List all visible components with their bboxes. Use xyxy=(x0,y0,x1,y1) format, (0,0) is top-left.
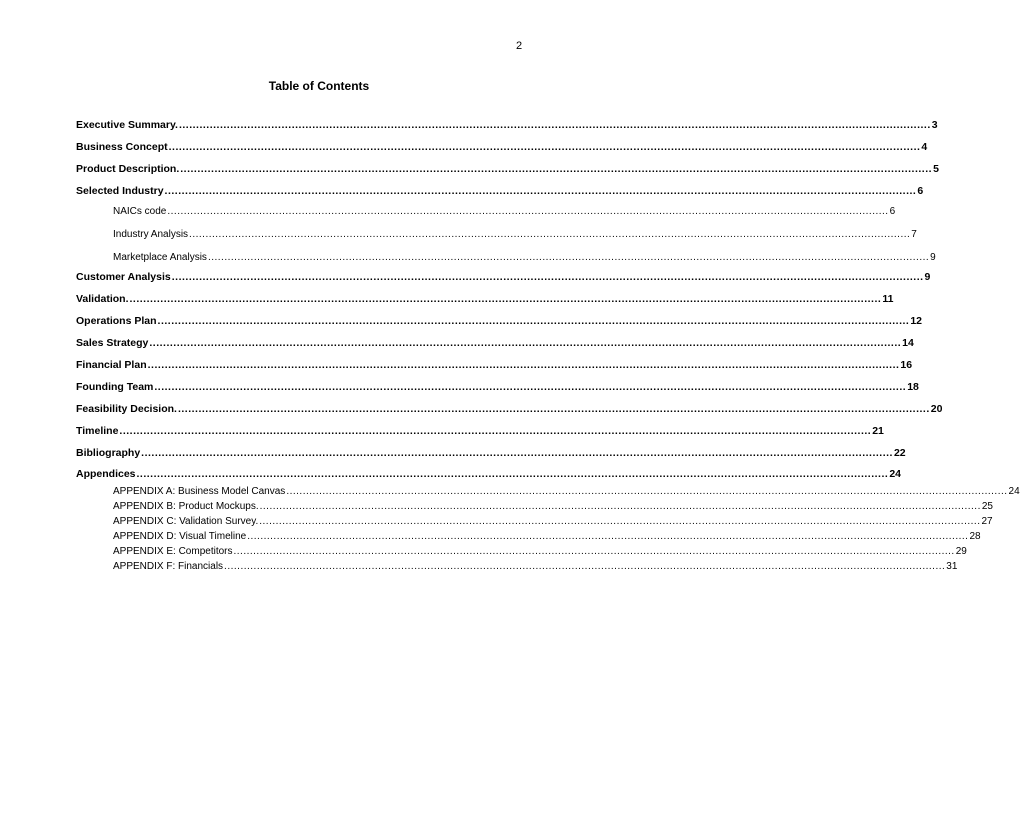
toc-entry[interactable] xyxy=(113,546,967,558)
toc-entry-page-number: 29 xyxy=(955,546,967,557)
toc-entry-title: Feasibility Decision. xyxy=(76,403,177,415)
dot-leader: ............................................................................................................................................................................................................................ xyxy=(178,119,931,131)
toc-title: Table of Contents xyxy=(268,79,370,93)
dot-leader: ............................................................................................................................................................................................................................ xyxy=(247,531,969,542)
dot-leader: ............................................................................................................................................................................................................................ xyxy=(119,425,872,437)
toc-entry-page-number: 21 xyxy=(872,425,884,437)
toc-entry[interactable] xyxy=(113,516,993,528)
dot-leader: ............................................................................................................................................................................................................................ xyxy=(259,501,981,512)
toc-entry-title: Business Concept xyxy=(76,141,168,153)
toc-entry-title: Bibliography xyxy=(76,447,141,459)
toc-entry-title: Marketplace Analysis xyxy=(113,252,207,263)
toc-entry[interactable] xyxy=(76,184,924,198)
toc-entry-title: APPENDIX F: Financials xyxy=(113,561,224,572)
toc-entry-title: Timeline xyxy=(76,425,119,437)
toc-entry-page-number: 24 xyxy=(889,468,901,480)
toc-entry[interactable] xyxy=(76,358,913,372)
toc-entry[interactable] xyxy=(76,118,938,132)
toc-entry-page-number: 18 xyxy=(907,381,919,393)
toc-entry-title: Selected Industry xyxy=(76,185,164,197)
toc-entry-title: Founding Team xyxy=(76,381,154,393)
dot-leader: ............................................................................................................................................................................................................................ xyxy=(167,206,889,217)
dot-leader: ............................................................................................................................................................................................................................ xyxy=(147,359,900,371)
toc-entry-page-number: 28 xyxy=(969,531,981,542)
dot-leader: ............................................................................................................................................................................................................................ xyxy=(259,516,981,527)
toc-entry-page-number: 12 xyxy=(910,315,923,327)
toc-entry[interactable] xyxy=(113,486,1020,498)
toc-entry-title: Sales Strategy xyxy=(76,337,149,349)
toc-entry-page-number: 27 xyxy=(981,516,993,527)
toc-entry[interactable] xyxy=(76,270,931,284)
dot-leader: ............................................................................................................................................................................................................................ xyxy=(129,293,882,305)
toc-entry-page-number: 9 xyxy=(924,271,931,283)
toc-entry-title: APPENDIX A: Business Model Canvas xyxy=(113,486,286,497)
toc-entry-page-number: 3 xyxy=(931,119,938,131)
toc-entry[interactable] xyxy=(76,467,901,481)
toc-entry[interactable] xyxy=(76,292,894,306)
dot-leader: ............................................................................................................................................................................................................................ xyxy=(168,141,921,153)
toc-entry-page-number: 14 xyxy=(902,337,914,349)
toc-entry[interactable] xyxy=(76,446,906,460)
toc-entry-page-number: 31 xyxy=(946,561,958,572)
page-number: 2 xyxy=(516,40,523,52)
toc-entry[interactable] xyxy=(76,336,914,350)
toc-entry-page-number: 20 xyxy=(930,403,943,415)
toc-entry-title: Financial Plan xyxy=(76,359,147,371)
toc-entry[interactable] xyxy=(113,501,993,513)
toc-entry-title: APPENDIX C: Validation Survey. xyxy=(113,516,259,527)
dot-leader: ............................................................................................................................................................................................................................ xyxy=(180,163,933,175)
toc-entry-page-number: 11 xyxy=(882,293,894,305)
toc-entry-title: APPENDIX B: Product Mockups. xyxy=(113,501,259,512)
toc-entry-page-number: 6 xyxy=(917,185,924,197)
toc-entry-title: NAICs code xyxy=(113,206,167,217)
toc-entry[interactable] xyxy=(113,561,958,573)
toc-entry-page-number: 24 xyxy=(1008,486,1020,497)
toc-entry-title: Customer Analysis xyxy=(76,271,171,283)
toc-entry-title: Industry Analysis xyxy=(113,229,189,240)
dot-leader: ............................................................................................................................................................................................................................ xyxy=(141,447,893,459)
toc-entry-page-number: 25 xyxy=(981,501,993,512)
toc-entry[interactable] xyxy=(76,162,939,176)
toc-entry[interactable] xyxy=(113,531,981,543)
toc-entry-page-number: 5 xyxy=(933,163,939,175)
dot-leader: ............................................................................................................................................................................................................................ xyxy=(136,468,889,480)
toc-entry[interactable] xyxy=(113,205,896,219)
toc-entry-title: APPENDIX E: Competitors xyxy=(113,546,233,557)
dot-leader: ............................................................................................................................................................................................................................ xyxy=(177,403,930,415)
toc-entry[interactable] xyxy=(113,228,917,242)
dot-leader: ............................................................................................................................................................................................................................ xyxy=(154,381,907,393)
toc-entry-title: Validation. xyxy=(76,293,129,305)
toc-entry[interactable] xyxy=(76,402,943,416)
dot-leader: ............................................................................................................................................................................................................................ xyxy=(157,315,910,327)
dot-leader: ............................................................................................................................................................................................................................ xyxy=(224,561,946,572)
toc-entry[interactable] xyxy=(113,251,936,265)
dot-leader: ............................................................................................................................................................................................................................ xyxy=(286,486,1008,497)
toc-entry-page-number: 16 xyxy=(900,359,913,371)
toc-entry[interactable] xyxy=(76,140,928,154)
dot-leader: ............................................................................................................................................................................................................................ xyxy=(171,271,924,283)
dot-leader: ............................................................................................................................................................................................................................ xyxy=(149,337,902,349)
toc-entry-title: Appendices xyxy=(76,468,136,480)
dot-leader: ............................................................................................................................................................................................................................ xyxy=(207,252,930,263)
toc-entry-title: Executive Summary. xyxy=(76,119,178,131)
toc-entry-page-number: 7 xyxy=(911,229,917,240)
toc-entry[interactable] xyxy=(76,424,884,438)
toc-entry-page-number: 4 xyxy=(921,141,928,153)
toc-entry-title: Operations Plan xyxy=(76,315,157,327)
toc-entry[interactable] xyxy=(76,380,919,394)
toc-entry-title: APPENDIX D: Visual Timeline xyxy=(113,531,247,542)
dot-leader: ............................................................................................................................................................................................................................ xyxy=(233,546,955,557)
dot-leader: ............................................................................................................................................................................................................................ xyxy=(164,185,917,197)
toc-entry-title: Product Description. xyxy=(76,163,180,175)
toc-entry-page-number: 6 xyxy=(889,206,896,217)
toc-entry-page-number: 9 xyxy=(930,252,936,263)
toc-entry[interactable] xyxy=(76,314,923,328)
toc-entry-page-number: 22 xyxy=(893,447,906,459)
dot-leader: ............................................................................................................................................................................................................................ xyxy=(189,229,911,240)
